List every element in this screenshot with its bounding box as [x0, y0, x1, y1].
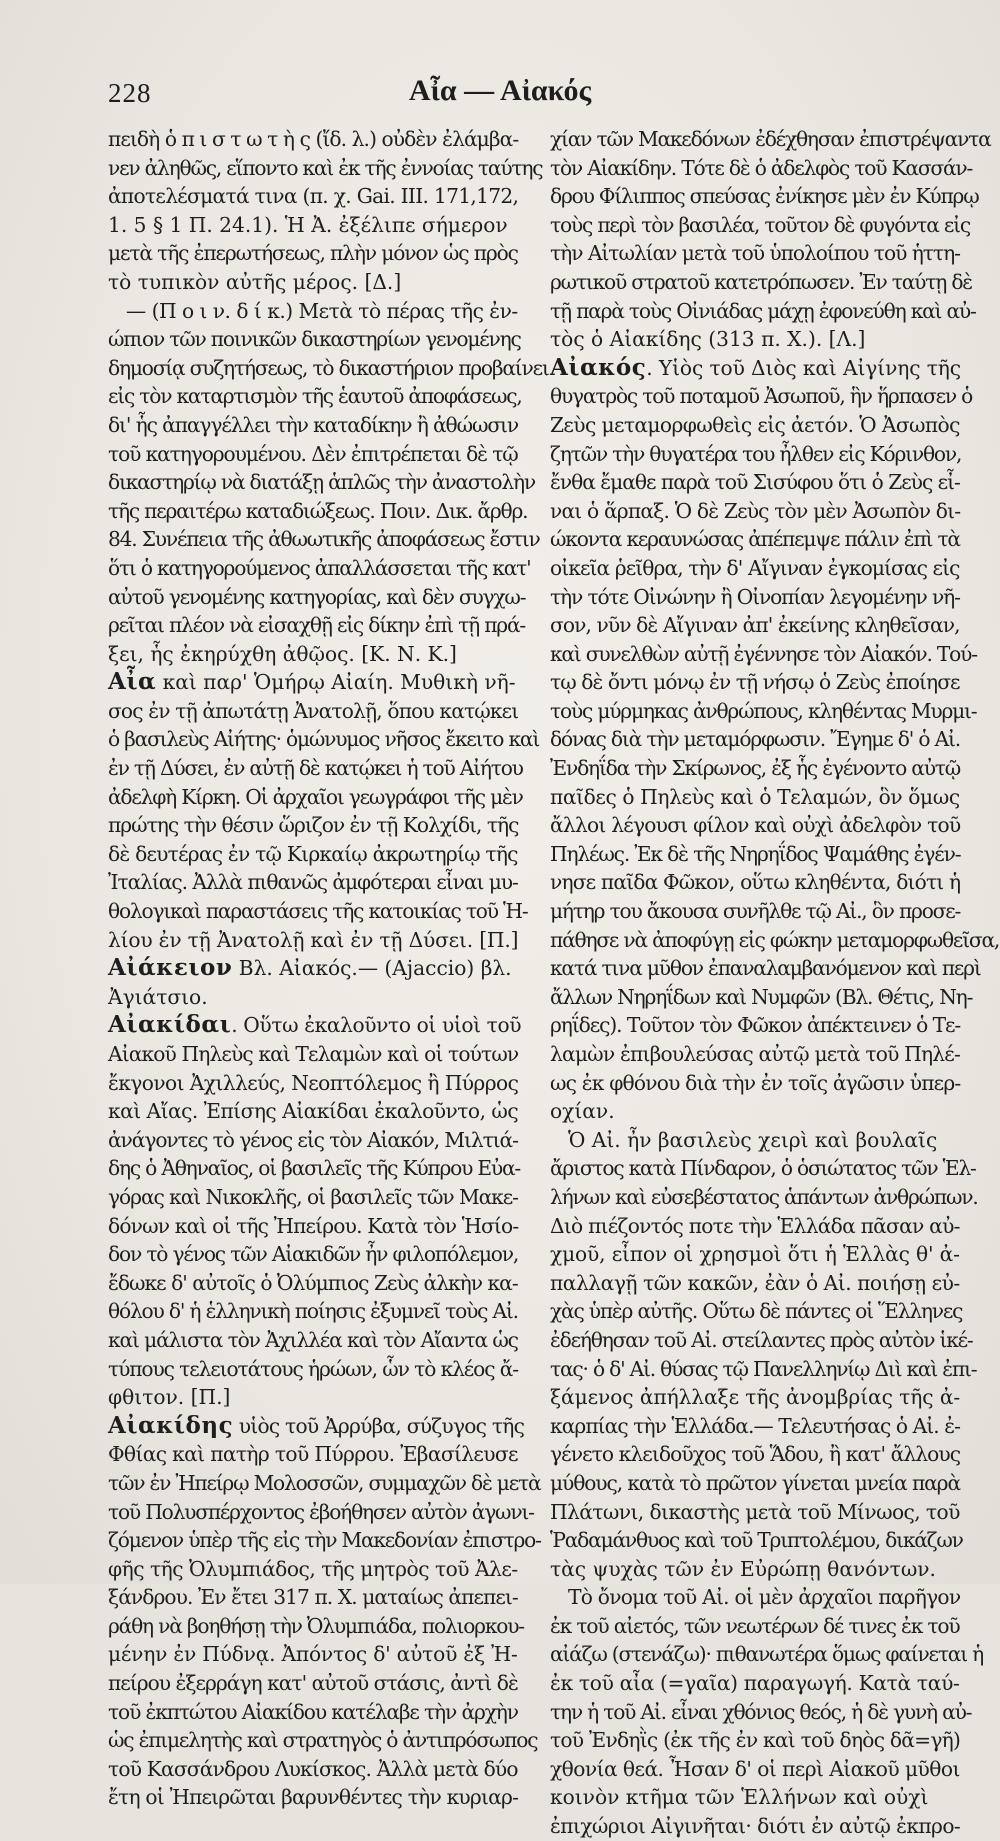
line-text: θόλου δ' ἡ ἑλληνικὴ ποίησις ἐξυμνεῖ τοὺς Αἰ. [108, 1299, 518, 1324]
line-text: πείρου ἐξερράγη κατ' αὐτοῦ στάσις, ἀντὶ δὲ [108, 1671, 518, 1696]
line-text: μετὰ τῆς ἐπερωτήσεως, πλὴν μόνον ὡς πρὸς [108, 241, 518, 266]
line-text: τύπους τελειοτάτους ἡρώων, ὧν τὸ κλέος ἄ- [108, 1356, 519, 1381]
text-line [550, 611, 960, 640]
line-text: γένετο κλειδοῦχος τοῦ Ἅδου, ἢ κατ' ἄλλους [550, 1442, 961, 1467]
text-line [550, 868, 960, 897]
text-line [550, 1412, 960, 1441]
line-text: τοῦ Πολυσπέρχοντος ἐβοήθησεν αὐτὸν ἀγωνι- [108, 1499, 534, 1524]
line-text: ἐπιχώριοι Αἰγινῆται· διότι ἐν αὐτῷ ἐκπρο- [550, 1814, 961, 1839]
line-text: δρου Φίλιππος σπεύσας ἐνίκησε μὲν ἐν Κύπρῳ [550, 184, 979, 209]
line-text: ὡς ἐπιμελητὴς καὶ στρατηγὸς ὁ ἀντιπρόσωπος [108, 1728, 538, 1753]
text-line [108, 554, 531, 583]
line-text: χὰς ὑπὲρ αὐτῆς. Οὕτω δὲ πάντες οἱ Ἕλληνες [550, 1299, 963, 1324]
line-text: ρηΐδες). Τοῦτον τὸν Φῶκον ἀπέκτεινεν ὁ Τε- [550, 1013, 961, 1038]
text-line [108, 1355, 518, 1384]
line-text: δὲ δευτέρας ἐν τῷ Κιρκαίῳ ἀκρωτηρίῳ τῆς [108, 841, 518, 866]
line-text: Διὸ πιέζοντός ποτε τὴν Ἑλλάδα πᾶσαν αὐ- [550, 1213, 960, 1238]
entry-headword: Αἶα [108, 668, 157, 696]
line-text: Ὁ Αἰ. ἦν βασιλεὺς χειρὶ καὶ βουλαῖς [568, 1127, 938, 1152]
line-text: . Οὕτω ἐκαλοῦντο οἱ υἱοὶ τοῦ [231, 1013, 522, 1038]
text-line [108, 1097, 518, 1126]
line-text: σος ἐν τῇ ἀπωτάτῃ Ἀνατολῇ, ὅπου κατῴκει [108, 698, 519, 723]
line-text: Πηλέως. Ἐκ δὲ τῆς Νηρηΐδος Ψαμάθης ἐγέν- [550, 841, 961, 866]
text-line [108, 1212, 518, 1241]
text-line [550, 554, 960, 583]
line-text: ἐδεήθησαν τοῦ Αἰ. στείλαντες πρὸς αὐτὸν ἱκέ- [550, 1327, 973, 1352]
text-line [108, 154, 543, 183]
text-line [108, 1326, 518, 1355]
text-line [550, 1469, 960, 1498]
text-line [550, 640, 977, 669]
text-line [550, 297, 976, 326]
line-text: θολογικαὶ παραστάσεις τῆς κατοικίας τοῦ Ἡ- [108, 899, 528, 924]
line-text: θυγατρὸς τοῦ ποταμοῦ Ἀσωποῦ, ἣν ἥρπασεν ὁ [550, 384, 973, 409]
text-line [550, 1640, 984, 1669]
text-line [108, 125, 518, 154]
text-line [550, 897, 960, 926]
line-text: παῖδες ὁ Πηλεὺς καὶ ὁ Τελαμών, ὃν ὅμως [550, 784, 960, 809]
text-line [108, 1583, 518, 1612]
text-line [108, 1240, 518, 1269]
text-line [550, 926, 1000, 955]
text-line [108, 440, 518, 469]
line-text: ἔνθα ἔμαθε παρὰ τοῦ Σισύφου ὅτι ὁ Ζεὺς εἶ- [550, 470, 960, 495]
line-text: τὴν τότε Οἰνώνην ἢ Οἰνοπίαν λεγομένην νῆ- [550, 584, 960, 609]
line-text: τὴν Αἰτωλίαν μετὰ τοῦ ὑπολοίπου τοῦ ἡττη- [550, 241, 960, 266]
line-text: τοῦ ἐκπτώτου Αἰακίδου κατέλαβε τὴν ἀρχὴν [108, 1699, 518, 1724]
text-line [550, 525, 960, 554]
text-line [108, 1069, 518, 1098]
text-line [550, 783, 960, 812]
text-line [108, 1698, 518, 1727]
text-line [108, 1269, 518, 1298]
text-line [550, 1154, 976, 1183]
line-text: καὶ Αἴας. Ἐπίσης Αἰακίδαι ἐκαλοῦντο, ὡς [108, 1099, 519, 1124]
text-line [108, 1411, 525, 1441]
line-text: καρπίας τὴν Ἑλλάδα.— Τελευτήσας ὁ Αἰ. ἐ- [550, 1413, 961, 1438]
line-text: τῇ παρὰ τοὺς Οἰνιάδας μάχῃ ἐφονεύθη καὶ αὐ- [550, 298, 976, 323]
line-text: εἰς τὸν καταρτισμὸν τῆς ἑαυτοῦ ἀποφάσεως, [108, 384, 522, 409]
line-text: Ἐνδηΐδα τὴν Σκίρωνος, ἐξ ἧς ἐγένοντο αὐτῷ [550, 756, 961, 781]
text-line [108, 1640, 518, 1669]
text-line [108, 783, 523, 812]
text-line [550, 1240, 960, 1269]
text-line [108, 1183, 518, 1212]
line-text: τὸ τυπικὸν αὐτῆς μέρος. [Δ.] [108, 269, 402, 294]
line-text: ναι ὁ ἅρπαξ. Ὁ δὲ Ζεὺς τὸν μὲν Ἀσωπὸν δι- [550, 498, 961, 523]
text-line [550, 1011, 960, 1040]
text-line [108, 1726, 538, 1755]
line-text: καὶ παρ' Ὁμήρῳ Αἰαίη. Μυθικὴ νῆ- [156, 670, 516, 695]
line-text: τὸς ὁ Αἰακίδης (313 π. Χ.). [Λ.] [550, 327, 866, 352]
line-text: τοῦ Ἐνδηῒς (ἐκ τῆς ἐν καὶ τοῦ δηὸς δᾶ=γῆ) [550, 1728, 961, 1753]
line-text: τοὺς περὶ τὸν βασιλέα, τοῦτον δὲ φυγόντα εἰς [550, 212, 970, 237]
text-line [108, 382, 522, 411]
text-line [550, 954, 981, 983]
text-line [550, 1069, 960, 1098]
line-text: τῆς περαιτέρω καταδιώξεως. Ποιν. Δικ. ἄρθρ. [108, 498, 528, 523]
text-line [108, 926, 518, 955]
text-line [108, 840, 518, 869]
text-line [550, 268, 972, 297]
text-line [550, 1726, 960, 1755]
text-line [108, 640, 518, 669]
text-line [550, 1355, 977, 1384]
text-line [550, 668, 960, 697]
text-line [108, 1669, 518, 1698]
line-text: ώκοντα κεραυνώσας ἀπέπεμψε πάλιν ἐπὶ τὰ [550, 527, 960, 552]
page-number: 228 [108, 78, 152, 108]
line-text: 1. 5 § 1 Π. 24.1). Ἡ Ἀ. ἐξέλιπε σήμερον [108, 212, 508, 237]
line-text: πάθησε νὰ ἀποφύγῃ εἰς φώκην μεταμορφωθεῖσα, [550, 927, 1000, 952]
text-line [550, 382, 973, 411]
line-text: ἀνάγοντες τὸ γένος εἰς τὸν Αἰακόν, Μιλτιά- [108, 1127, 518, 1152]
line-text: φῆς τῆς Ὀλυμπιάδος, τῆς μητρὸς τοῦ Ἀλε- [108, 1556, 518, 1581]
text-line [550, 1440, 960, 1469]
text-line [550, 725, 960, 754]
text-line [550, 754, 960, 783]
text-line [550, 182, 979, 211]
text-line [108, 1126, 518, 1155]
text-line [108, 1783, 518, 1812]
text-line [108, 668, 518, 697]
text-line [550, 1097, 960, 1126]
text-line [550, 1755, 960, 1784]
text-line [108, 1612, 524, 1641]
line-text: δόνας διὰ τὴν μεταμόρφωσιν. Ἔγημε δ' ὁ Αἰ. [550, 727, 961, 752]
text-line [550, 468, 960, 497]
line-text: νησε παῖδα Φῶκον, οὕτω κληθέντα, διότι ἡ [550, 870, 961, 895]
line-text: δι' ἧς ἀπαγγέλλει τὴν καταδίκην ἢ ἀθώωσιν [108, 412, 519, 437]
line-text: ράθη νὰ βοηθήσῃ τὴν Ὀλυμπιάδα, πολιορκου- [108, 1613, 524, 1638]
line-text: κατά τινα μῦθον ἐπαναλαμβανόμενον καὶ περὶ [550, 956, 981, 981]
text-line [108, 1011, 522, 1040]
text-line [108, 1383, 518, 1412]
text-line [550, 239, 960, 268]
text-line [550, 1555, 960, 1584]
text-line [108, 811, 518, 840]
text-line [550, 1612, 960, 1641]
line-text: γόρας καὶ Νικοκλῆς, οἱ βασιλεῖς τῶν Μακε- [108, 1184, 518, 1209]
text-line [108, 1755, 518, 1784]
text-line [550, 1183, 978, 1212]
line-text: υἱὸς τοῦ Ἀρρύβα, σύζυγος τῆς [233, 1413, 525, 1438]
line-text: Βλ. Αἰακός.— (Ajaccio) βλ. [232, 956, 512, 981]
line-text: καὶ συνελθὼν αὐτῇ ἐγέννησε τὸν Αἰακόν. Τού- [550, 641, 977, 666]
line-text: παλλαγῇ τῶν κακῶν, ἐὰν ὁ Αἰ. ποιήσῃ εὐ- [550, 1270, 960, 1295]
line-text: Ῥαδαμάνθυος καὶ τοῦ Τριπτολέμου, δικάζων [550, 1528, 963, 1553]
text-line [550, 1383, 960, 1412]
text-line [550, 1498, 960, 1527]
line-text: ἔτη οἱ Ἠπειρῶται βαρυνθέντες τὴν κυριαρ- [108, 1785, 519, 1810]
line-text: φθιτον. [Π.] [108, 1385, 231, 1410]
line-text: — (Π ο ι ν. δ ί κ.) Μετὰ τὸ πέρας τῆς ἐν- [126, 298, 518, 323]
line-text: λήνων καὶ εὐσεβέστατος ἁπάντων ἀνθρώπων. [550, 1184, 978, 1209]
line-text: ἔκγονοι Ἀχιλλεύς, Νεοπτόλεμος ἢ Πύρρος [108, 1070, 519, 1095]
line-text: ξάμενος ἀπήλλαξε τῆς ἀνομβρίας τῆς ἀ- [550, 1385, 961, 1410]
text-line [550, 354, 960, 383]
text-line [550, 154, 973, 183]
text-line [108, 211, 518, 240]
line-text: μένην ἐν Πύδνᾳ. Ἀπόντος δ' αὐτοῦ ἐξ Ἠ- [108, 1642, 518, 1667]
line-text: τῶν ἐν Ἠπείρῳ Μολοσσῶν, συμμαχῶν δὲ μετὰ [108, 1470, 541, 1495]
line-text: λίου ἐν τῇ Ἀνατολῇ καὶ ἐν τῇ Δύσει. [Π.] [108, 927, 519, 952]
line-text: ώπιον τῶν ποινικῶν δικαστηρίων γενομένης [108, 327, 521, 352]
text-line [108, 497, 528, 526]
text-line [108, 1469, 541, 1498]
line-text: τὸν Αἰακίδην. Τότε δὲ ὁ ἀδελφὸς τοῦ Κασσάν- [550, 155, 973, 180]
line-text: ἐν τῇ Δύσει, ἐν αὐτῇ δὲ κατῴκει ἡ τοῦ Αἰήτου [108, 756, 523, 781]
line-text: δον τὸ γένος τῶν Αἰακιδῶν ἦν φιλοπόλεμον, [108, 1242, 519, 1267]
entry-headword: Αἰάκειον [108, 954, 233, 982]
text-line [550, 983, 973, 1012]
line-text: ἄλλων Νηρηΐδων καὶ Νυμφῶν (Βλ. Θέτις, Νη- [550, 984, 973, 1009]
line-text: ως ἐκ φθόνου διὰ τὴν ἐν τοῖς ἀγῶσιν ὑπερ- [550, 1070, 961, 1095]
text-line [108, 583, 526, 612]
text-line [108, 354, 549, 383]
text-line [108, 754, 523, 783]
text-line [108, 983, 518, 1012]
text-line [108, 1555, 518, 1584]
text-line [550, 325, 960, 354]
text-line [550, 1783, 960, 1812]
text-line [108, 297, 518, 326]
text-line [108, 897, 528, 926]
line-text: τῳ δὲ ὄντι μόνῳ ἐν τῇ νήσῳ ὁ Ζεὺς ἐποίησε [550, 670, 960, 695]
line-text: ρωτικοῦ στρατοῦ κατετρόπωσεν. Ἐν ταύτῃ δὲ [550, 269, 972, 294]
text-line [550, 1126, 960, 1155]
line-text: χθονία θεά. Ἦσαν δ' οἱ περὶ Αἰακοῦ μῦθοι [550, 1756, 960, 1781]
text-line [550, 1526, 963, 1555]
line-text: ὅτι ὁ κατηγορούμενος ἀπαλλάσσεται τῆς κατ' [108, 555, 531, 580]
line-text: Ζεὺς μεταμορφωθεὶς εἰς ἀετόν. Ὁ Ἀσωπὸς [550, 412, 960, 437]
text-line [550, 1326, 973, 1355]
text-line [550, 211, 970, 240]
line-text: αὐτοῦ γενομένης κατηγορίας, καὶ δὲν συγχω- [108, 584, 526, 609]
line-text: ἐκ τοῦ αἶα (=γαῖα) παραγωγή. Κατὰ ταύ- [550, 1671, 960, 1696]
line-text: λαμὼν ἐπιβουλεύσας αὐτῷ μετὰ τοῦ Πηλέ- [550, 1042, 961, 1066]
line-text: ἔδωκε δ' αὐτοῖς ὁ Ὀλύμπιος Ζεὺς ἀλκὴν κα- [108, 1270, 518, 1295]
text-line [108, 182, 518, 211]
text-line [550, 1297, 963, 1326]
text-line [550, 1698, 972, 1727]
text-line [108, 954, 518, 983]
text-line [108, 1440, 518, 1469]
line-text: μύθους, κατὰ τὸ πρῶτον γίνεται μνεία παρὰ [550, 1470, 960, 1495]
line-text: δόνων καὶ οἱ τῆς Ἠπείρου. Κατὰ τὸν Ἡσίο- [108, 1213, 519, 1238]
text-line [108, 1040, 518, 1069]
line-text: οχίαν. [550, 1099, 615, 1124]
text-line [550, 1669, 960, 1698]
entry-headword: Αἰακός [550, 353, 647, 381]
text-line [550, 1583, 960, 1612]
line-text: Πλάτωνι, δικαστὴς μετὰ τοῦ Μίνωος, τοῦ [550, 1499, 960, 1524]
text-line [550, 1269, 960, 1298]
left-column [108, 125, 549, 1812]
entry-headword: Αἰακίδαι [108, 1011, 232, 1039]
line-text: ἄλλοι λέγουσι φίλον καὶ οὐχὶ ἀδελφὸν τοῦ [550, 813, 961, 838]
text-line [550, 1212, 960, 1241]
text-line [108, 1498, 534, 1527]
line-text: ἀποτελέσματά τινα (π. χ. Gai. III. 171,172, [108, 184, 519, 209]
line-text: ὁ βασιλεὺς Αἰήτης· ὁμώνυμος νῆσος ἔκειτο καὶ [108, 727, 540, 752]
line-text: ἐκ τοῦ αἰετός, τῶν νεωτέρων δέ τινες ἐκ τοῦ [550, 1613, 960, 1638]
text-line [550, 811, 960, 840]
line-text: τοῦ κατηγορουμένου. Δὲν ἐπιτρέπεται δὲ τῷ [108, 441, 518, 466]
line-text: τας· ὁ δ' Αἰ. θύσας τῷ Πανελληνίῳ Διὶ καὶ ἐπι- [550, 1356, 977, 1381]
line-text: ζητῶν τὴν θυγατέρα του ἦλθεν εἰς Κόρινθον, [550, 441, 962, 466]
line-text: πειδὴ ὁ π ι σ τ ω τ ὴ ς (ἴδ. λ.) οὐδὲν ἐλάμβα- [108, 127, 519, 151]
line-text: καὶ μάλιστα τὸν Ἀχιλλέα καὶ τὸν Αἴαντα ὡς [108, 1327, 518, 1352]
line-text: τοῦ Κασσάνδρου Λυκίσκος. Ἀλλὰ μετὰ δύο [108, 1756, 518, 1781]
line-text: ἀδελφὴ Κίρκη. Οἱ ἀρχαῖοι γεωγράφοι τῆς μὲν [108, 784, 523, 809]
line-text: δημοσίᾳ συζητήσεως, τὸ δικαστήριον προβαίνει [108, 355, 549, 380]
text-line [108, 239, 518, 268]
text-line [108, 268, 518, 297]
running-head: Αἶα — Αἰακός [408, 74, 592, 107]
line-text: δικαστηρίῳ νὰ διατάξῃ ἁπλῶς τὴν ἀναστολὴν [108, 470, 535, 495]
text-line [108, 525, 540, 554]
line-text: χίαν τῶν Μακεδόνων ἐδέχθησαν ἐπιστρέψαντα [550, 127, 991, 151]
line-text: Ἰταλίας. Ἀλλὰ πιθανῶς ἀμφότεραι εἶναι μυ- [108, 870, 518, 895]
page-header [0, 68, 1000, 118]
line-text: κοινὸν κτῆμα τῶν Ἑλλήνων καὶ οὐχὶ [550, 1785, 929, 1810]
line-text: σον, νῦν δὲ Αἴγιναν ἀπ' ἐκείνης κληθεῖσαν, [550, 613, 960, 638]
text-line [108, 468, 535, 497]
line-text: την ἡ τοῦ Αἰ. εἶναι χθόνιος θεός, ἡ δὲ γυνὴ αὐ- [550, 1699, 972, 1724]
text-line [108, 868, 518, 897]
text-line [108, 1526, 541, 1555]
text-line [550, 840, 960, 869]
line-text: ρεῖται πλέον νὰ εἰσαχθῇ εἰς δίκην ἐπὶ τῇ πρά- [108, 613, 526, 638]
line-text: πρώτης τὴν θέσιν ὥριζον ἐν τῇ Κολχίδι, τῆς [108, 813, 519, 838]
line-text: δης ὁ Ἀθηναῖος, οἱ βασιλεῖς τῆς Κύπρου Εὐα- [108, 1156, 521, 1181]
line-text: Φθίας καὶ πατὴρ τοῦ Πύρρου. Ἐβασίλευσε [108, 1442, 518, 1467]
line-text: ἄριστος κατὰ Πίνδαρον, ὁ ὁσιώτατος τῶν Ἑλ- [550, 1156, 976, 1181]
text-line [550, 440, 960, 469]
text-line [108, 325, 521, 354]
line-text: ζόμενον ὑπὲρ τῆς εἰς τὴν Μακεδονίαν ἐπιστρο- [108, 1528, 541, 1553]
text-line [550, 125, 991, 154]
line-text: νεν ἀληθῶς, εἵποντο καὶ ἐκ τῆς ἐννοίας ταύτης [108, 155, 543, 180]
text-line [550, 583, 960, 612]
text-line [550, 697, 977, 726]
text-line [108, 411, 518, 440]
line-text: αἰάζω (στενάζω)· πιθανωτέρα ὅμως φαίνεται ἡ [550, 1642, 984, 1667]
line-text: τοὺς μύρμηκας ἀνθρώπους, κληθέντας Μυρμι- [550, 698, 977, 723]
text-line [550, 1040, 960, 1069]
line-text: ξάνδρου. Ἐν ἔτει 317 π. Χ. ματαίως ἀπεπει- [108, 1585, 518, 1610]
line-text: 84. Συνέπεια τῆς ἀθωωτικῆς ἀποφάσεως ἔστιν [108, 527, 540, 552]
line-text: τὰς ψυχὰς τῶν ἐν Εὐρώπῃ θανόντων. [550, 1556, 936, 1581]
text-line [108, 1154, 521, 1183]
text-line [108, 1297, 518, 1326]
line-text: Τὸ ὄνομα τοῦ Αἰ. οἱ μὲν ἀρχαῖοι παρῆγον [568, 1585, 961, 1610]
text-line [108, 725, 540, 754]
line-text: Ἀγιάτσιο. [108, 984, 208, 1009]
text-line [108, 611, 526, 640]
right-column [550, 125, 1000, 1841]
entry-headword: Αἰακίδης [108, 1411, 234, 1439]
line-text: χμοῦ, εἶπον οἱ χρησμοὶ ὅτι ἡ Ἑλλὰς θ' ἀ- [550, 1242, 960, 1267]
line-text: Αἰακοῦ Πηλεὺς καὶ Τελαμὼν καὶ οἱ τούτων [108, 1042, 519, 1066]
line-text: . Υἱὸς τοῦ Διὸς καὶ Αἰγίνης τῆς [646, 355, 961, 380]
text-line [550, 1812, 960, 1841]
line-text: οἰκεῖα ῥεῖθρα, τὴν δ' Αἴγιναν ἐγκομίσας εἰς [550, 555, 960, 580]
text-line [550, 497, 960, 526]
line-text: μήτηρ του ἄκουσα συνῆλθε τῷ Αἰ., ὃν προσε- [550, 899, 961, 924]
text-line [108, 697, 518, 726]
line-text: ξει, ἧς ἐκηρύχθη ἀθῷος. [Κ. Ν. Κ.] [108, 641, 457, 666]
text-line [550, 411, 960, 440]
